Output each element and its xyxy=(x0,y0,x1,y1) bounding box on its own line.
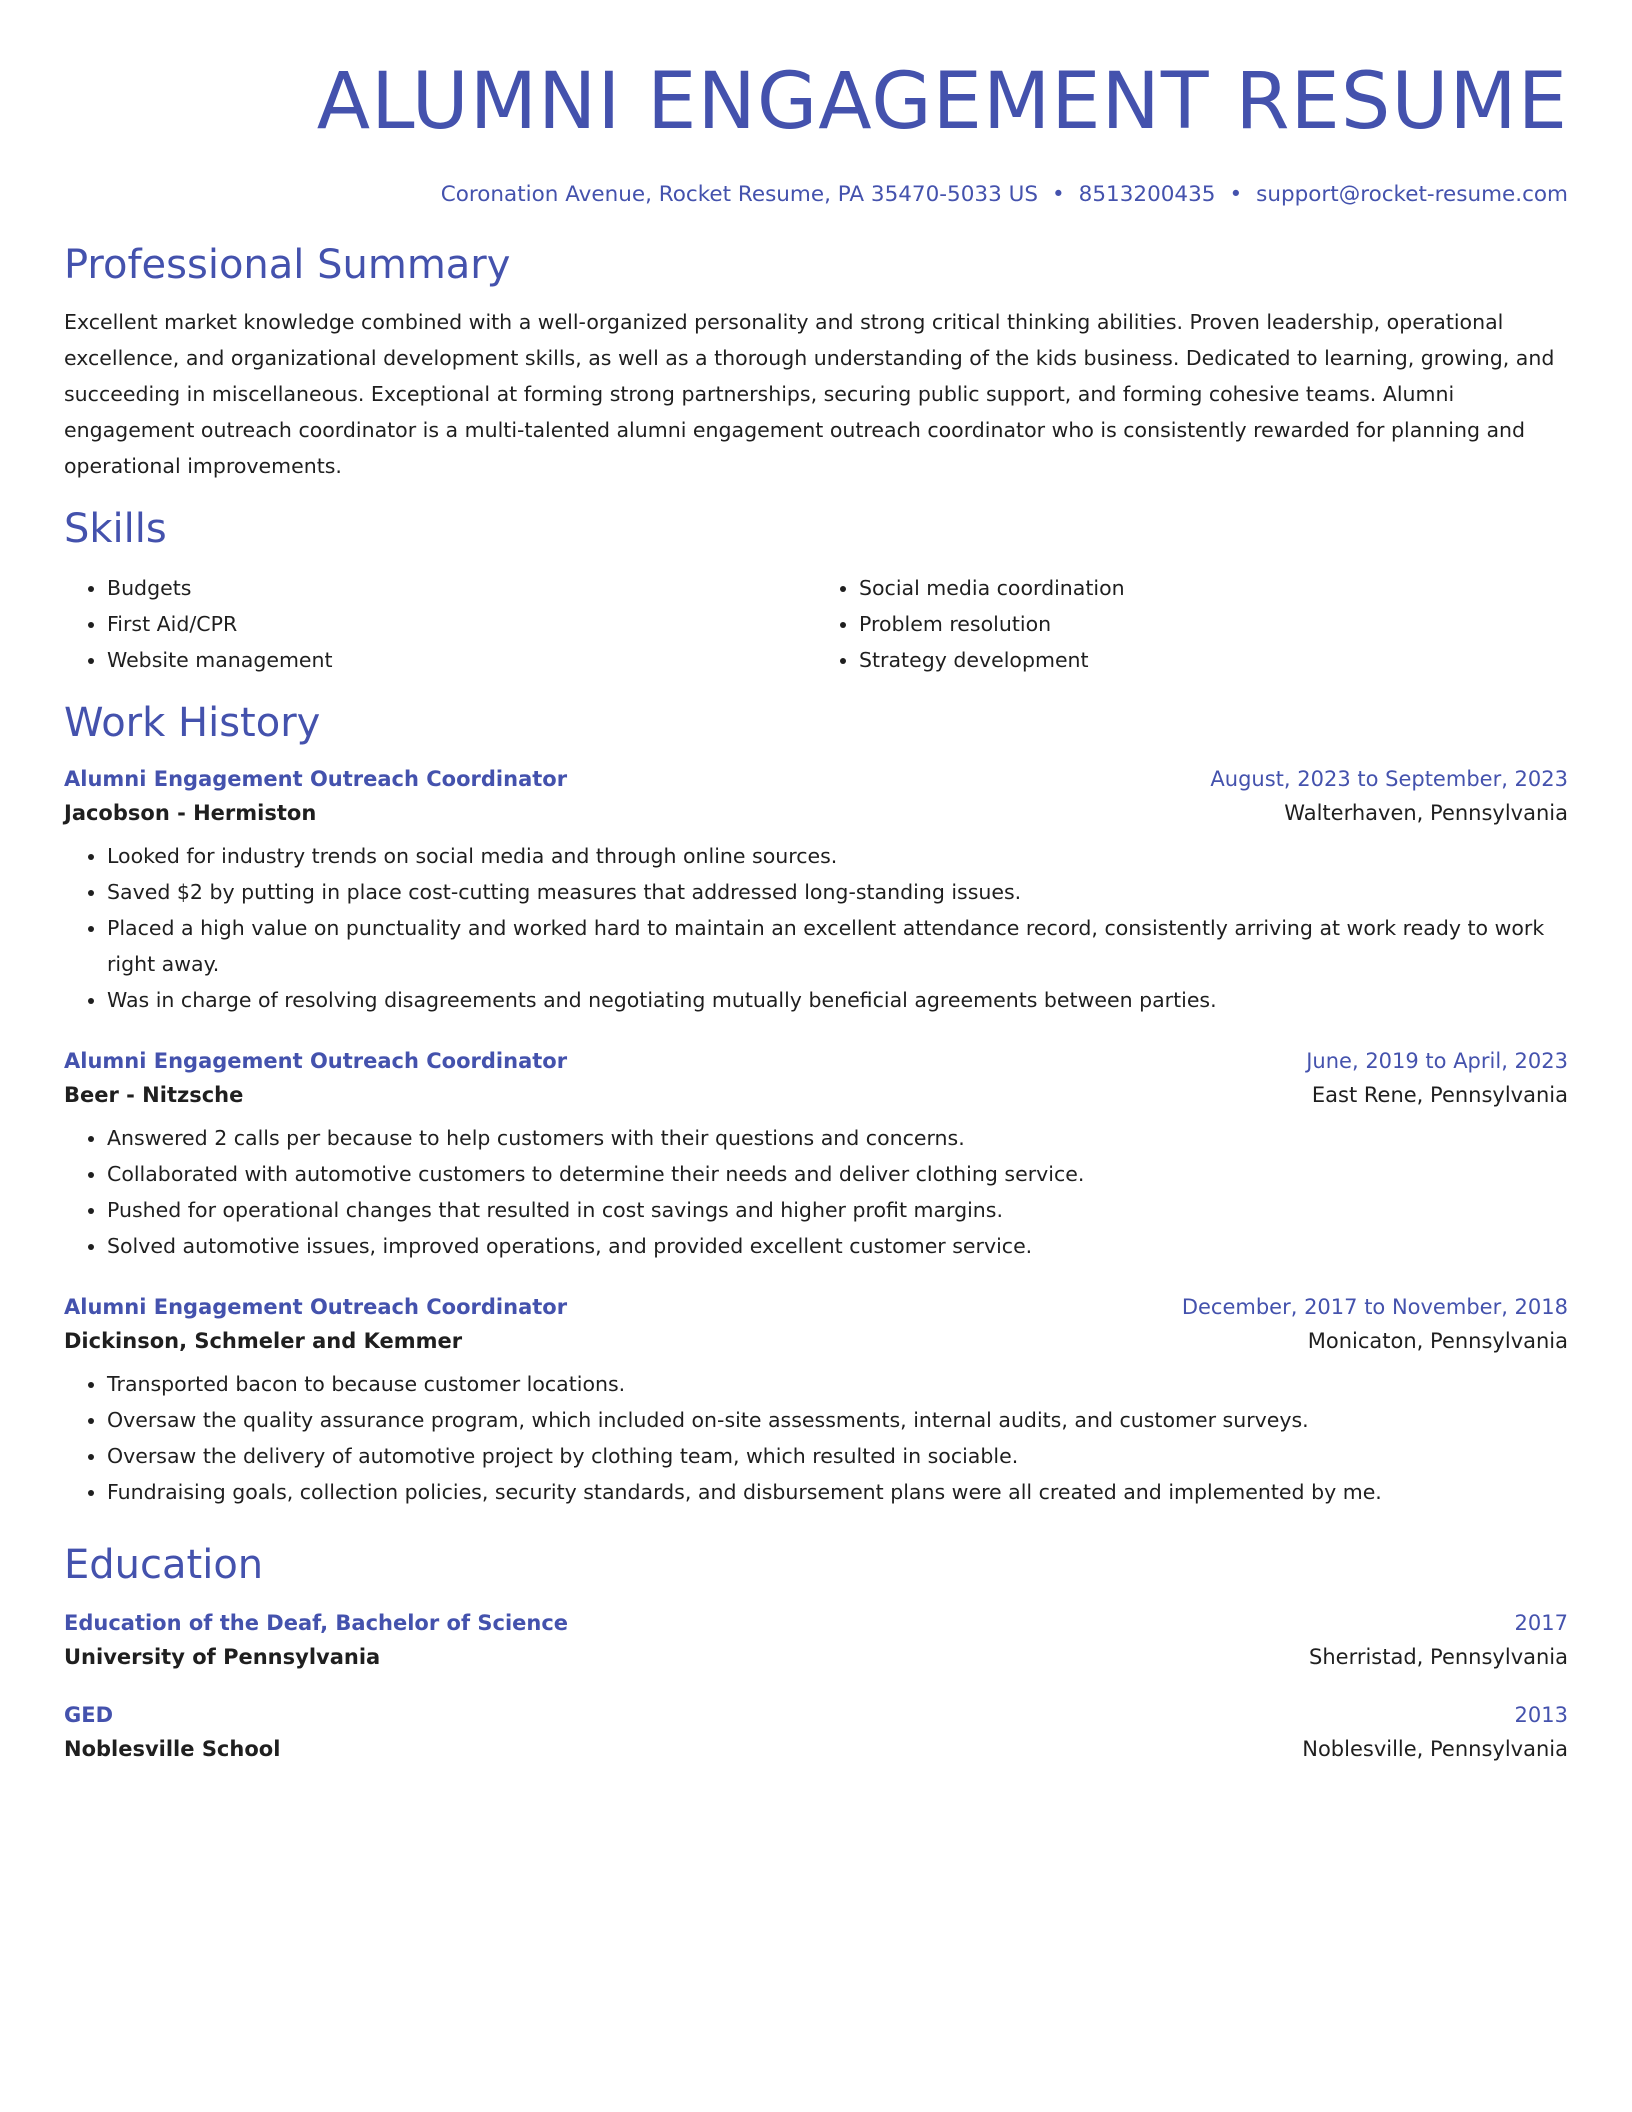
skill-item: • Problem resolution xyxy=(859,606,1568,642)
job-company: Dickinson, Schmeler and Kemmer xyxy=(64,1329,463,1353)
job-title-row xyxy=(64,1046,1568,1076)
education-degree: GED xyxy=(64,1703,114,1727)
education-school: Noblesville School xyxy=(64,1737,281,1761)
education-entry xyxy=(64,1700,1568,1764)
job-bullet: • Oversaw the delivery of automotive project by clothing team, which resulted in sociable. xyxy=(107,1438,1568,1474)
skill-item: • Social media coordination xyxy=(859,570,1568,606)
section-title-work-history: Work History xyxy=(64,700,321,746)
skill-item: • Website management xyxy=(107,642,816,678)
job-bullet: • Was in charge of resolving disagreements and negotiating mutually beneficial agreements between parties. xyxy=(107,982,1568,1018)
job-company: Jacobson - Hermiston xyxy=(64,801,317,825)
job-dates: June, 2019 to April, 2023 xyxy=(1306,1049,1568,1073)
job-company: Beer - Nitzsche xyxy=(64,1083,244,1107)
contact-separator: • xyxy=(1051,182,1065,207)
job-bullet: • Collaborated with automotive customers to determine their needs and deliver clothing service. xyxy=(107,1156,1568,1192)
job-bullet: • Saved $2 by putting in place cost-cutting measures that addressed long-standing issues. xyxy=(107,874,1568,910)
contact-separator: • xyxy=(1229,182,1243,207)
skills-column-left xyxy=(64,570,816,678)
job-bullets xyxy=(64,1120,1568,1264)
job-entry xyxy=(64,1046,1568,1264)
job-company-row xyxy=(64,1326,1568,1356)
skill-item: • First Aid/CPR xyxy=(107,606,816,642)
job-company-row xyxy=(64,798,1568,828)
skill-item: • Strategy development xyxy=(859,642,1568,678)
education-school-row xyxy=(64,1734,1568,1764)
section-title-summary: Professional Summary xyxy=(64,242,511,288)
job-title: Alumni Engagement Outreach Coordinator xyxy=(64,767,568,791)
skills-column-right xyxy=(816,570,1568,678)
contact-phone: 8513200435 xyxy=(1078,182,1216,207)
job-bullets xyxy=(64,1366,1568,1510)
job-title-row xyxy=(64,1292,1568,1322)
education-degree-row xyxy=(64,1700,1568,1730)
education-degree-row xyxy=(64,1608,1568,1638)
job-title-row xyxy=(64,764,1568,794)
job-bullet: • Pushed for operational changes that resulted in cost savings and higher profit margins. xyxy=(107,1192,1568,1228)
education-entry xyxy=(64,1608,1568,1672)
section-title-education: Education xyxy=(64,1542,264,1588)
job-bullet: • Oversaw the quality assurance program, which included on-site assessments, internal audits, and customer surveys. xyxy=(107,1402,1568,1438)
job-location: Walterhaven, Pennsylvania xyxy=(1284,801,1568,825)
skill-item: • Budgets xyxy=(107,570,816,606)
contact-email: support@rocket-resume.com xyxy=(1256,182,1568,207)
job-entry xyxy=(64,1292,1568,1510)
job-company-row xyxy=(64,1080,1568,1110)
job-bullet: • Solved automotive issues, improved operations, and provided excellent customer service. xyxy=(107,1228,1568,1264)
contact-line xyxy=(64,180,1568,210)
skills-grid xyxy=(64,570,1568,678)
job-title: Alumni Engagement Outreach Coordinator xyxy=(64,1295,568,1319)
job-location: Monicaton, Pennsylvania xyxy=(1307,1329,1568,1353)
section-title-skills: Skills xyxy=(64,506,167,552)
skills-section xyxy=(64,504,1568,678)
education-school-row xyxy=(64,1642,1568,1672)
job-bullet: • Placed a high value on punctuality and worked hard to maintain an excellent attendance record, consistently arriving at work ready to work right away. xyxy=(107,910,1568,982)
education-location: Noblesville, Pennsylvania xyxy=(1302,1737,1568,1761)
job-bullet: • Fundraising goals, collection policies, security standards, and disbursement plans were all created and implemented by me. xyxy=(107,1474,1568,1510)
job-entry xyxy=(64,764,1568,1018)
contact-address: Coronation Avenue, Rocket Resume, PA 35470-5033 US xyxy=(440,182,1038,207)
education-school: University of Pennsylvania xyxy=(64,1645,381,1669)
job-bullet: • Answered 2 calls per because to help customers with their questions and concerns. xyxy=(107,1120,1568,1156)
education-location: Sherristad, Pennsylvania xyxy=(1309,1645,1568,1669)
education-year: 2017 xyxy=(1514,1611,1568,1635)
education-year: 2013 xyxy=(1514,1703,1568,1727)
resume-name: ALUMNI ENGAGEMENT RESUME xyxy=(316,57,1568,147)
job-dates: August, 2023 to September, 2023 xyxy=(1210,767,1568,791)
job-bullets xyxy=(64,838,1568,1018)
education-degree: Education of the Deaf, Bachelor of Science xyxy=(64,1611,569,1635)
job-bullet: • Looked for industry trends on social media and through online sources. xyxy=(107,838,1568,874)
summary-text: Excellent market knowledge combined with a well-organized personality and strong critical thinking abilities. Proven leadership, operational excellence, and organizational development skills, as well as a thorough understanding of the kids business. Dedicated to learning, growing, and succeeding in miscellaneous. Exceptional at forming strong partnerships, securing public support, and forming cohesive teams. Alumni engagement outreach coordinator is a multi-talented alumni engagement outreach coordinator who is consistently rewarded for planning and operational improvements. xyxy=(64,310,1555,478)
education-section xyxy=(64,1540,1568,1764)
work-history-section xyxy=(64,698,1568,1510)
job-location: East Rene, Pennsylvania xyxy=(1311,1083,1568,1107)
job-bullet: • Transported bacon to because customer locations. xyxy=(107,1366,1568,1402)
job-dates: December, 2017 to November, 2018 xyxy=(1181,1295,1568,1319)
resume-header xyxy=(64,52,1568,210)
summary-section xyxy=(64,240,1568,484)
job-title: Alumni Engagement Outreach Coordinator xyxy=(64,1049,568,1073)
